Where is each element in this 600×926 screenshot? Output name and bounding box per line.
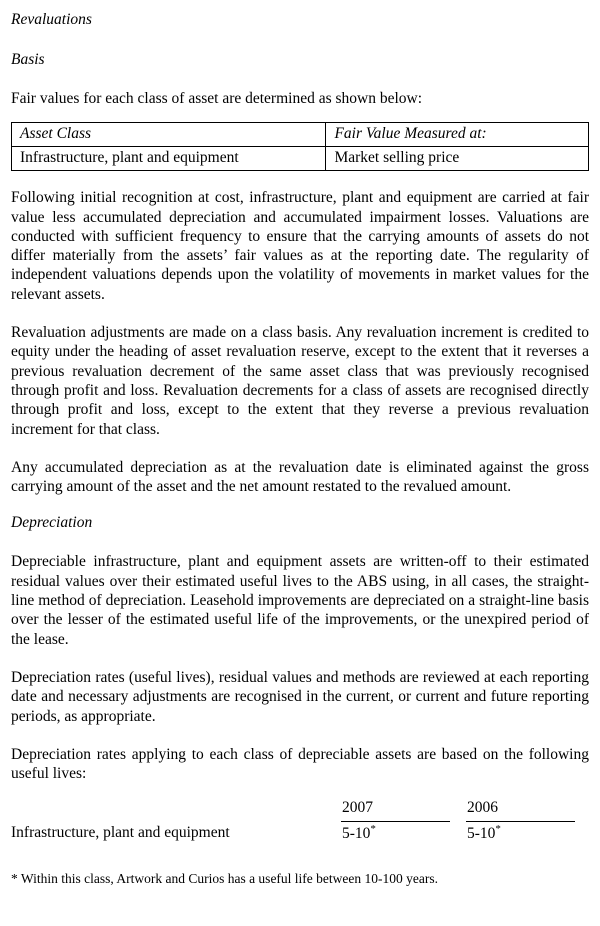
fair-value-header-asset-class: Asset Class [12, 123, 326, 147]
useful-lives-column-2006 [466, 798, 575, 843]
fair-value-table-header-row [12, 123, 589, 147]
useful-lives-column-2007 [341, 798, 450, 843]
useful-lives-row-label: Infrastructure, plant and equipment [11, 824, 230, 842]
useful-life-value-2007 [341, 824, 450, 843]
footnote-marker: * [370, 823, 376, 836]
footnote-marker: * [495, 823, 501, 836]
heading-revaluations: Revaluations [11, 11, 92, 28]
fair-value-header-measured-at: Fair Value Measured at: [326, 123, 589, 147]
table-row [12, 147, 589, 171]
paragraph-depreciable-assets: Depreciable infrastructure, plant and equipment assets are written-off to their estimated residual values over their estimated useful lives to the ABS using, in all cases, the straight-line method of depreciation. Leasehold improvements are depreciated on a straight-line basis over the lesser of the estimated useful life of the improvements, or the unexpired period of the lease. [11, 553, 589, 648]
year-header-2006: 2006 [467, 799, 498, 817]
fair-value-cell-measured-at: Market selling price [326, 147, 589, 171]
heading-depreciation: Depreciation [11, 514, 93, 532]
useful-life-range: 5-10 [467, 825, 496, 843]
intro-text: Fair values for each class of asset are determined as shown below: [11, 90, 423, 107]
column-rule [341, 821, 450, 822]
heading-basis: Basis [11, 51, 45, 68]
column-rule [466, 821, 575, 822]
year-header-2007: 2007 [342, 799, 373, 817]
footnote-text: * Within this class, Artwork and Curios has a useful life between 10-100 years. [11, 871, 438, 887]
paragraph-revaluation-adjustments: Revaluation adjustments are made on a class basis. Any revaluation increment is credited to equity under the heading of asset revaluation reserve, except to the extent that it reverses a previous revaluation decrement of the same asset class that was previously recognised through profit and loss. Revaluation decrements for a class of assets are recognised directly through profit and loss, except to the extent that they reverse a previous revaluation increment for that class. [11, 324, 589, 438]
useful-lives-table [11, 798, 589, 843]
fair-value-cell-asset-class: Infrastructure, plant and equipment [12, 147, 326, 171]
useful-life-range: 5-10 [342, 825, 371, 843]
useful-life-value-2006 [466, 824, 575, 843]
paragraph-depreciation-rates-review: Depreciation rates (useful lives), residual values and methods are reviewed at each reporting date and necessary adjustments are recognised in the current, or current and future reporting periods, as appropriate. [11, 668, 589, 725]
paragraph-initial-recognition: Following initial recognition at cost, infrastructure, plant and equipment are carried at fair value less accumulated depreciation and accumulated impairment losses. Valuations are conducted with sufficient frequency to ensure that the carrying amounts of assets do not differ materially from the assets’ fair values as at the reporting date. The regularity of independent valuations depends upon the volatility of movements in market values for the relevant assets. [11, 189, 589, 303]
fair-value-table [11, 122, 589, 171]
paragraph-useful-lives-lead-in: Depreciation rates applying to each class of depreciable assets are based on the following useful lives: [11, 745, 589, 783]
paragraph-accumulated-depreciation: Any accumulated depreciation as at the revaluation date is eliminated against the gross carrying amount of the asset and the net amount restated to the revalued amount. [11, 458, 589, 496]
